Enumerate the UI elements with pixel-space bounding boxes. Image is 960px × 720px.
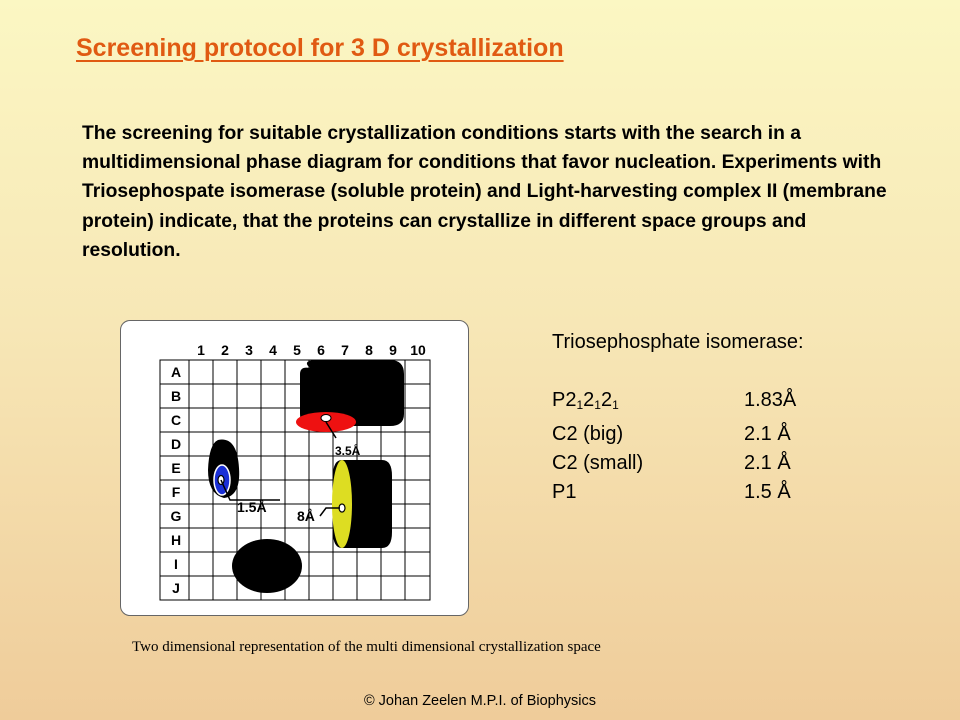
row-label: D [170, 436, 182, 452]
col-label: 9 [389, 342, 397, 358]
col-label: 7 [341, 342, 349, 358]
space-group-row [552, 420, 804, 449]
row-label: J [172, 580, 180, 596]
copyright-footer: © Johan Zeelen M.P.I. of Biophysics [363, 693, 597, 709]
space-group-row [552, 478, 804, 507]
col-label: 8 [365, 342, 373, 358]
space-group-name: $P2_12_12_1$ [552, 389, 619, 412]
diagram-caption: Two dimensional representation of the multi dimensional crystallization space [132, 639, 601, 655]
space-group-resolution: 1.5 Å [744, 481, 791, 503]
space-group-name: C2 (big) [552, 423, 624, 445]
col-label: 2 [221, 342, 229, 358]
column-labels [197, 342, 426, 358]
red-zone-center-marker [321, 415, 331, 422]
col-label: 3 [245, 342, 253, 358]
col-label: 6 [317, 342, 325, 358]
col-label: 4 [269, 342, 277, 358]
col-label: 1 [197, 342, 205, 358]
crystallization-grid-diagram [120, 320, 470, 620]
intro-paragraph: The screening for suitable crystallization conditions starts with the search in a multidimensional phase diagram for conditions that favor nucleation. Experiments with Triosephospate isomerase (soluble protein) and Light-harvesting complex II (membrane protein) indicate, that the proteins can crystallize in different space groups and resolution. [82, 123, 887, 261]
col-label: 10 [410, 342, 426, 358]
space-group-name: C2 (small) [552, 452, 644, 474]
tim-results-panel [552, 328, 804, 507]
label-3-5-angstrom: 3.5Å [335, 444, 361, 458]
row-label: H [170, 532, 182, 548]
tim-heading: Triosephosphate isomerase: [552, 331, 804, 353]
row-label: E [171, 460, 181, 476]
space-group-resolution: 1.83Å [744, 389, 797, 411]
row-label: C [170, 412, 182, 428]
slide-title: Screening protocol for 3 D crystallization [76, 34, 564, 62]
row-label: I [174, 556, 178, 572]
label-1-5-angstrom: 1.5Å [237, 499, 267, 515]
row-label: B [170, 388, 182, 404]
col-label: 5 [293, 342, 301, 358]
space-group-resolution: 2.1 Å [744, 452, 791, 474]
label-8-angstrom: 8Å [297, 508, 315, 524]
row-label: A [170, 364, 182, 380]
row-label: G [170, 508, 182, 524]
space-group-name: P1 [552, 481, 577, 503]
crystal-region-bottom [232, 539, 302, 593]
row-label: F [171, 484, 181, 500]
space-group-row [552, 449, 804, 478]
space-group-row [552, 386, 804, 420]
space-group-resolution: 2.1 Å [744, 423, 791, 445]
